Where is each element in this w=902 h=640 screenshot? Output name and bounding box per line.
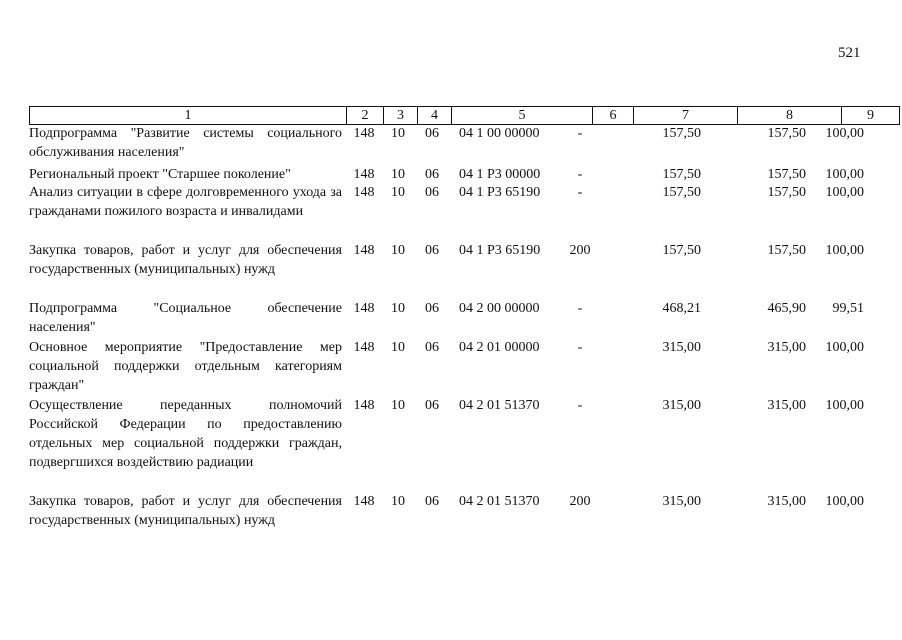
row-col-8: 465,90 (767, 301, 806, 316)
row-name: Основное мероприятие "Предоставление мер социальной поддержки отдельным категориям граждан" (29, 340, 342, 393)
row-name: Анализ ситуации в сфере долговременного ухода за гражданами пожилого возраста и инвалидами (29, 185, 342, 219)
row-col-8: 157,50 (767, 126, 806, 141)
row-col-2: 148 (353, 398, 375, 413)
row-col-3: 10 (391, 167, 405, 182)
row-col-5: 04 1 00 00000 (459, 126, 540, 141)
column-header-1: 1 (30, 107, 347, 125)
row-col-2: 148 (353, 340, 375, 355)
row-col-6: - (577, 167, 583, 182)
row-col-9: 100,00 (825, 398, 864, 413)
row-col-5: 04 2 01 51370 (459, 398, 540, 413)
column-header-9: 9 (842, 107, 900, 125)
row-col-3: 10 (391, 340, 405, 355)
row-name: Закупка товаров, работ и услуг для обеспечения государственных (муниципальных) нужд (29, 494, 342, 528)
column-header-3: 3 (384, 107, 418, 125)
row-col-6: - (577, 301, 583, 316)
row-col-2: 148 (353, 167, 375, 182)
row-col-4: 06 (425, 340, 439, 355)
row-name: Подпрограмма "Социальное обеспечение населения" (29, 301, 342, 335)
row-col-4: 06 (425, 494, 439, 509)
row-col-8: 315,00 (767, 398, 806, 413)
row-col-6: 200 (569, 494, 591, 509)
column-header-4: 4 (418, 107, 452, 125)
row-name: Закупка товаров, работ и услуг для обеспечения государственных (муниципальных) нужд (29, 243, 342, 277)
row-col-7: 315,00 (662, 398, 701, 413)
row-col-9: 100,00 (825, 167, 864, 182)
row-col-2: 148 (353, 243, 375, 258)
row-col-8: 157,50 (767, 243, 806, 258)
row-col-7: 468,21 (662, 301, 701, 316)
row-col-9: 99,51 (832, 301, 864, 316)
row-col-9: 100,00 (825, 494, 864, 509)
row-col-4: 06 (425, 126, 439, 141)
row-col-8: 157,50 (767, 185, 806, 200)
page-number: 521 (838, 45, 861, 61)
row-col-2: 148 (353, 301, 375, 316)
row-col-4: 06 (425, 398, 439, 413)
row-col-4: 06 (425, 185, 439, 200)
row-col-3: 10 (391, 185, 405, 200)
row-col-4: 06 (425, 167, 439, 182)
row-col-7: 315,00 (662, 494, 701, 509)
row-col-7: 157,50 (662, 126, 701, 141)
row-col-5: 04 1 P3 65190 (459, 185, 541, 200)
row-col-7: 315,00 (662, 340, 701, 355)
row-col-6: 200 (569, 243, 591, 258)
row-name: Региональный проект "Старшее поколение" (29, 167, 291, 182)
row-col-2: 148 (353, 126, 375, 141)
row-col-3: 10 (391, 494, 405, 509)
row-name: Осуществление переданных полномочий Российской Федерации по предоставлению отдельных мер социальной поддержки граждан, подвергшихся воздействию радиации (29, 398, 342, 470)
row-col-6: - (577, 340, 583, 355)
row-col-3: 10 (391, 301, 405, 316)
row-name: Подпрограмма "Развитие системы социального обслуживания населения" (29, 126, 342, 160)
column-header-5: 5 (452, 107, 593, 125)
row-col-4: 06 (425, 301, 439, 316)
row-col-7: 157,50 (662, 185, 701, 200)
row-col-9: 100,00 (825, 185, 864, 200)
column-header-table (29, 106, 900, 125)
row-col-8: 157,50 (767, 167, 806, 182)
column-header-7: 7 (634, 107, 738, 125)
row-col-3: 10 (391, 398, 405, 413)
row-col-6: - (577, 126, 583, 141)
row-col-7: 157,50 (662, 243, 701, 258)
row-col-8: 315,00 (767, 494, 806, 509)
column-header-6: 6 (593, 107, 634, 125)
row-col-7: 157,50 (662, 167, 701, 182)
row-col-5: 04 1 P3 65190 (459, 243, 541, 258)
column-header-8: 8 (738, 107, 842, 125)
column-header-row (30, 107, 900, 125)
row-col-3: 10 (391, 243, 405, 258)
row-col-9: 100,00 (825, 340, 864, 355)
column-header-2: 2 (347, 107, 384, 125)
row-col-2: 148 (353, 494, 375, 509)
row-col-5: 04 2 01 51370 (459, 494, 540, 509)
row-col-6: - (577, 185, 583, 200)
row-col-5: 04 2 00 00000 (459, 301, 540, 316)
row-col-4: 06 (425, 243, 439, 258)
row-col-9: 100,00 (825, 126, 864, 141)
row-col-2: 148 (353, 185, 375, 200)
row-col-8: 315,00 (767, 340, 806, 355)
row-col-5: 04 2 01 00000 (459, 340, 540, 355)
row-col-6: - (577, 398, 583, 413)
row-col-9: 100,00 (825, 243, 864, 258)
row-col-5: 04 1 P3 00000 (459, 167, 541, 182)
row-col-3: 10 (391, 126, 405, 141)
